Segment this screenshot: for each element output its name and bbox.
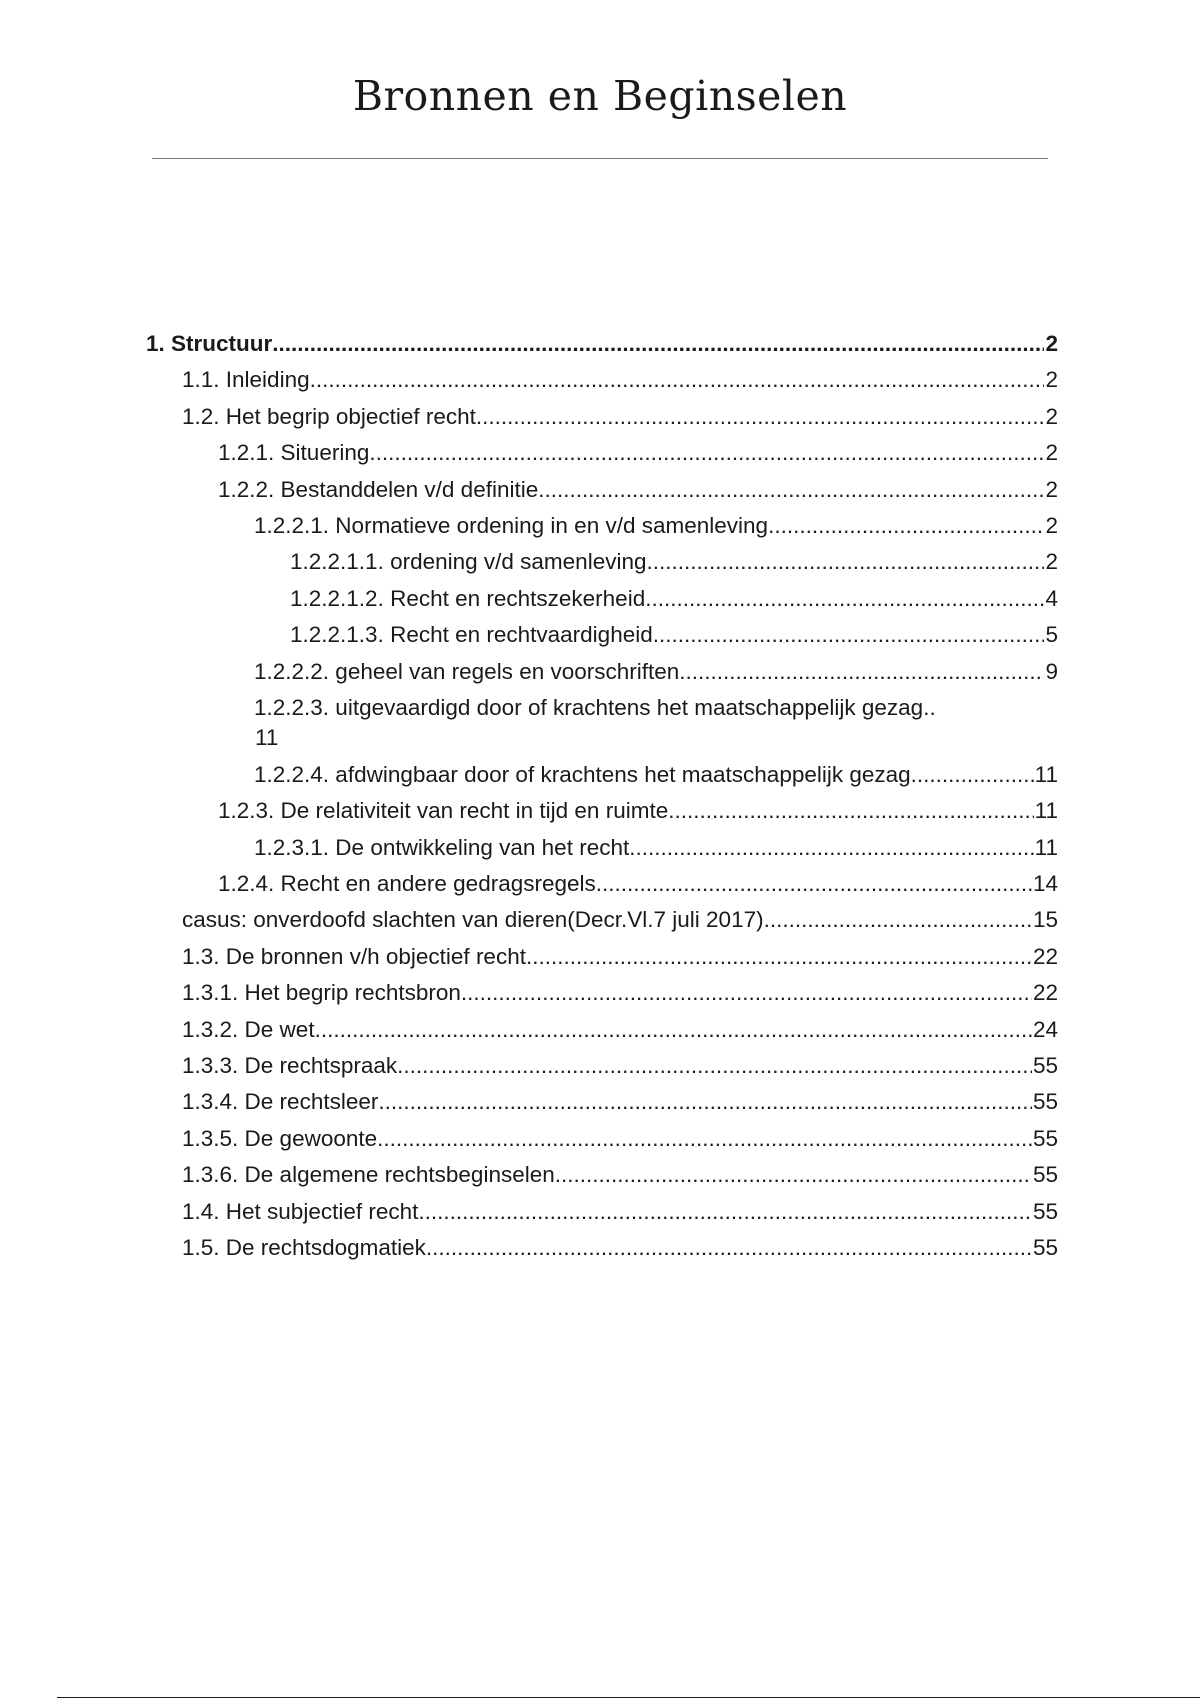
toc-entry[interactable]: [182, 1084, 1058, 1120]
toc-entry-title: 1.1. Inleiding: [182, 367, 310, 393]
toc-page-number: 2: [1045, 440, 1058, 466]
toc-entry[interactable]: [182, 1230, 1058, 1266]
toc-dot-leader: [476, 399, 1045, 435]
toc-entry[interactable]: [254, 654, 1058, 690]
toc-dot-leader: [418, 1194, 1032, 1230]
toc-dot-leader: [646, 544, 1044, 580]
toc-entry-title: 1.3.4. De rechtsleer: [182, 1089, 379, 1115]
toc-entry[interactable]: [182, 939, 1058, 975]
toc-entry[interactable]: [218, 793, 1058, 829]
toc-page-number: 4: [1045, 585, 1058, 611]
toc-entry[interactable]: [182, 362, 1058, 398]
toc-entry[interactable]: [290, 544, 1058, 580]
toc-page-number: 5: [1045, 622, 1058, 648]
toc-entry-title: 1.3. De bronnen v/h objectief recht: [182, 943, 526, 969]
toc-dot-leader: [555, 1157, 1032, 1193]
toc-page-number: 22: [1032, 943, 1058, 969]
toc-page-number: 2: [1045, 512, 1058, 538]
toc-entry[interactable]: [254, 757, 1058, 793]
toc-dot-leader: [911, 757, 1034, 793]
toc-page-number: 2: [1045, 331, 1058, 356]
toc-page-number: 55: [1032, 1053, 1058, 1079]
toc-dot-leader: [764, 902, 1032, 938]
toc-entry-title: 1.2.2.1.1. ordening v/d samenleving: [290, 549, 647, 575]
toc-entry[interactable]: [182, 1012, 1058, 1048]
toc-page-number: 9: [1045, 658, 1058, 684]
toc-entry-title: 1.4. Het subjectief recht: [182, 1198, 419, 1224]
toc-dot-leader: [272, 326, 1044, 362]
toc-page-number: 15: [1032, 907, 1058, 933]
toc-entry-title: 1.2.4. Recht en andere gedragsregels: [218, 871, 596, 897]
toc-entry[interactable]: [182, 399, 1058, 435]
toc-entry[interactable]: [146, 326, 1058, 362]
toc-entry-title: 1.3.3. De rechtspraak: [182, 1053, 398, 1079]
toc-entry[interactable]: [182, 1121, 1058, 1157]
toc-entry[interactable]: [254, 690, 1058, 757]
toc-page-number: 24: [1032, 1016, 1058, 1042]
toc-entry-title: 1.2.3.1. De ontwikkeling van het recht: [254, 834, 630, 860]
toc-dot-leader: [461, 975, 1032, 1011]
table-of-contents: [0, 326, 1200, 1266]
toc-entry[interactable]: [218, 435, 1058, 471]
toc-entry-title: casus: onverdoofd slachten van dieren(Decr.Vl.7 juli 2017): [182, 907, 764, 933]
toc-entry-title: 1.2.3. De relativiteit van recht in tijd en ruimte: [218, 798, 669, 824]
toc-entry-title: 1.2.2.1. Normatieve ordening in en v/d samenleving: [254, 512, 769, 538]
toc-dot-leader: [377, 1121, 1032, 1157]
toc-entry-title: 1. Structuur: [146, 331, 273, 356]
document-title: Bronnen en Beginselen: [352, 72, 848, 120]
toc-entry[interactable]: [182, 902, 1058, 938]
toc-page-number: 14: [1032, 871, 1058, 897]
toc-dot-leader: [653, 617, 1045, 653]
toc-dot-leader: [668, 793, 1033, 829]
toc-dot-leader: [369, 435, 1044, 471]
toc-page-number: 55: [1032, 1125, 1058, 1151]
toc-dot-leader: [315, 1012, 1032, 1048]
toc-page-number: 11: [1034, 761, 1058, 787]
toc-dot-leader: [629, 830, 1033, 866]
toc-dot-leader: [310, 362, 1045, 398]
toc-dot-leader: [378, 1084, 1032, 1120]
toc-page-number: 55: [1032, 1234, 1058, 1260]
toc-entry[interactable]: [290, 581, 1058, 617]
toc-page-number: 2: [1045, 367, 1058, 393]
toc-page-number: 11: [1034, 798, 1058, 824]
toc-entry-title: 1.3.2. De wet: [182, 1016, 315, 1042]
toc-entry-title: 1.2.2.4. afdwingbaar door of krachtens het maatschappelijk gezag: [254, 761, 911, 787]
toc-dot-leader: [397, 1048, 1032, 1084]
toc-entry[interactable]: [254, 830, 1058, 866]
toc-dot-leader: [526, 939, 1032, 975]
toc-entry-title: 1.3.1. Het begrip rechtsbron: [182, 980, 461, 1006]
toc-entry-title: 1.5. De rechtsdogmatiek: [182, 1234, 426, 1260]
footer-divider: [57, 1697, 1200, 1698]
toc-dot-leader: [679, 654, 1044, 690]
toc-entry[interactable]: [290, 617, 1058, 653]
toc-dot-leader: [923, 695, 936, 720]
toc-entry[interactable]: [182, 1048, 1058, 1084]
toc-entry[interactable]: [182, 1157, 1058, 1193]
toc-page-number: 2: [1045, 476, 1058, 502]
toc-page-number: 55: [1032, 1198, 1058, 1224]
toc-entry-title: 1.2.2.2. geheel van regels en voorschriften: [254, 658, 680, 684]
toc-dot-leader: [538, 472, 1044, 508]
toc-page-number: 11: [255, 724, 279, 750]
toc-dot-leader: [596, 866, 1032, 902]
toc-page-number: 2: [1045, 549, 1058, 575]
toc-entry-title: 1.2. Het begrip objectief recht: [182, 403, 476, 429]
toc-entry-title: 1.2.2.3. uitgevaardigd door of krachtens het maatschappelijk gezag: [254, 694, 924, 720]
toc-entry[interactable]: [182, 1194, 1058, 1230]
toc-page-number: 22: [1032, 980, 1058, 1006]
toc-entry-title: 1.2.2.1.3. Recht en rechtvaardigheid: [290, 622, 653, 648]
toc-page-number: 2: [1045, 403, 1058, 429]
toc-page-number: 55: [1032, 1162, 1058, 1188]
toc-page-number: 11: [1034, 834, 1058, 860]
title-divider: [152, 158, 1048, 159]
toc-dot-leader: [645, 581, 1044, 617]
toc-entry[interactable]: [218, 472, 1058, 508]
toc-entry[interactable]: [182, 975, 1058, 1011]
toc-dot-leader: [768, 508, 1044, 544]
toc-page-number: 55: [1032, 1089, 1058, 1115]
toc-entry-title: 1.2.1. Situering: [218, 440, 370, 466]
toc-entry-title: 1.3.5. De gewoonte: [182, 1125, 378, 1151]
toc-entry-title: 1.2.2.1.2. Recht en rechtszekerheid: [290, 585, 646, 611]
toc-entry-title: 1.2.2. Bestanddelen v/d definitie: [218, 476, 539, 502]
toc-entry-title: 1.3.6. De algemene rechtsbeginselen: [182, 1162, 555, 1188]
toc-dot-leader: [426, 1230, 1032, 1266]
toc-entry[interactable]: [254, 508, 1058, 544]
toc-entry[interactable]: [218, 866, 1058, 902]
